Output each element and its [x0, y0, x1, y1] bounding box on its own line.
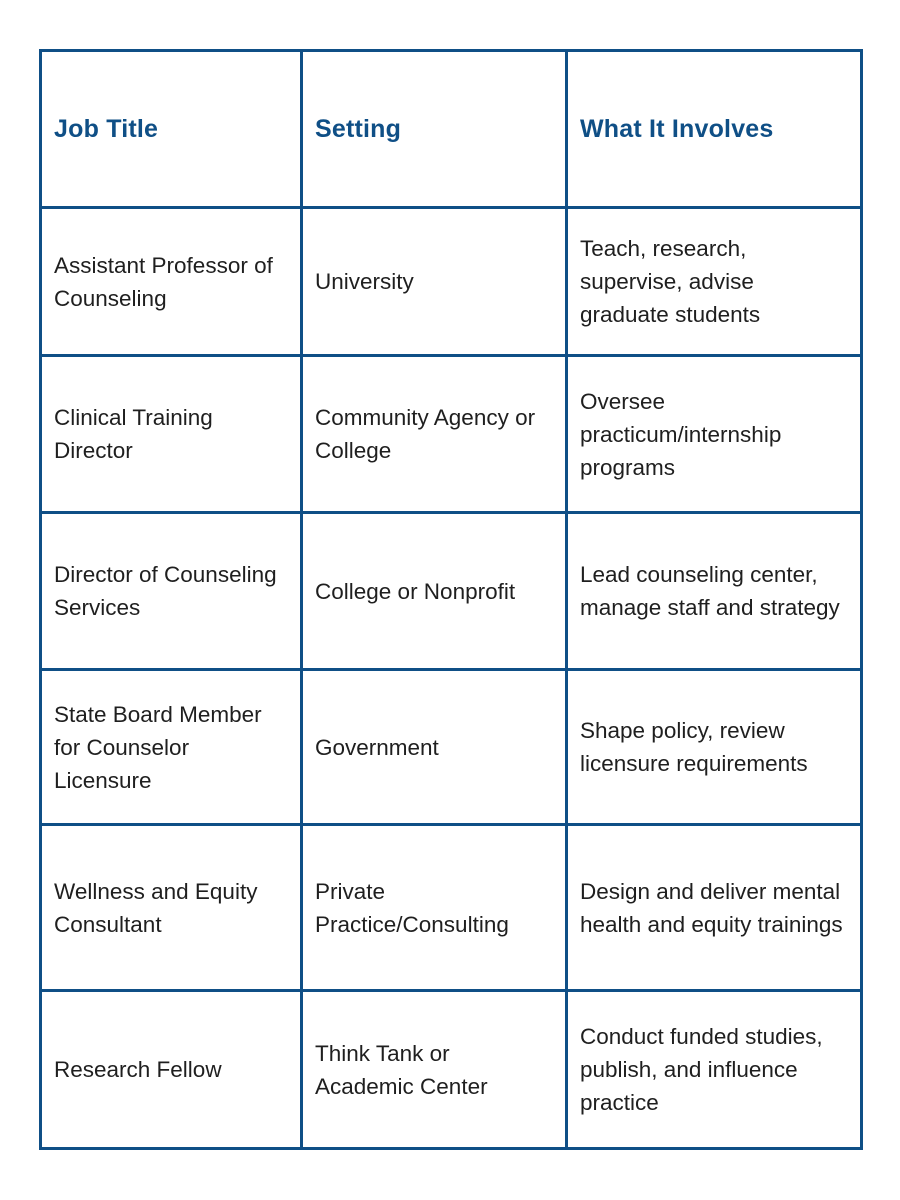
cell-setting: College or Nonprofit	[302, 513, 567, 670]
cell-setting: Think Tank or Academic Center	[302, 991, 567, 1149]
cell-job-title: Director of Counseling Services	[41, 513, 302, 670]
cell-job-title: Wellness and Equity Consultant	[41, 825, 302, 991]
table-row	[41, 825, 862, 991]
header-job-title: Job Title	[41, 51, 302, 208]
cell-setting: Community Agency or College	[302, 356, 567, 513]
table-row	[41, 513, 862, 670]
career-table	[39, 49, 863, 1150]
cell-job-title: Assistant Professor of Counseling	[41, 208, 302, 356]
cell-setting: University	[302, 208, 567, 356]
cell-description: Teach, research, supervise, advise graduate students	[567, 208, 862, 356]
table-row	[41, 670, 862, 825]
table-header-row	[41, 51, 862, 208]
table-row	[41, 208, 862, 356]
cell-description: Design and deliver mental health and equity trainings	[567, 825, 862, 991]
cell-description: Shape policy, review licensure requirements	[567, 670, 862, 825]
cell-job-title: Research Fellow	[41, 991, 302, 1149]
cell-setting: Government	[302, 670, 567, 825]
table-row	[41, 356, 862, 513]
table-row	[41, 991, 862, 1149]
header-setting: Setting	[302, 51, 567, 208]
cell-setting: Private Practice/Consulting	[302, 825, 567, 991]
career-table-container	[39, 49, 860, 1150]
cell-job-title: Clinical Training Director	[41, 356, 302, 513]
cell-job-title: State Board Member for Counselor Licensure	[41, 670, 302, 825]
header-what-it-involves: What It Involves	[567, 51, 862, 208]
cell-description: Lead counseling center, manage staff and strategy	[567, 513, 862, 670]
cell-description: Conduct funded studies, publish, and influence practice	[567, 991, 862, 1149]
cell-description: Oversee practicum/internship programs	[567, 356, 862, 513]
